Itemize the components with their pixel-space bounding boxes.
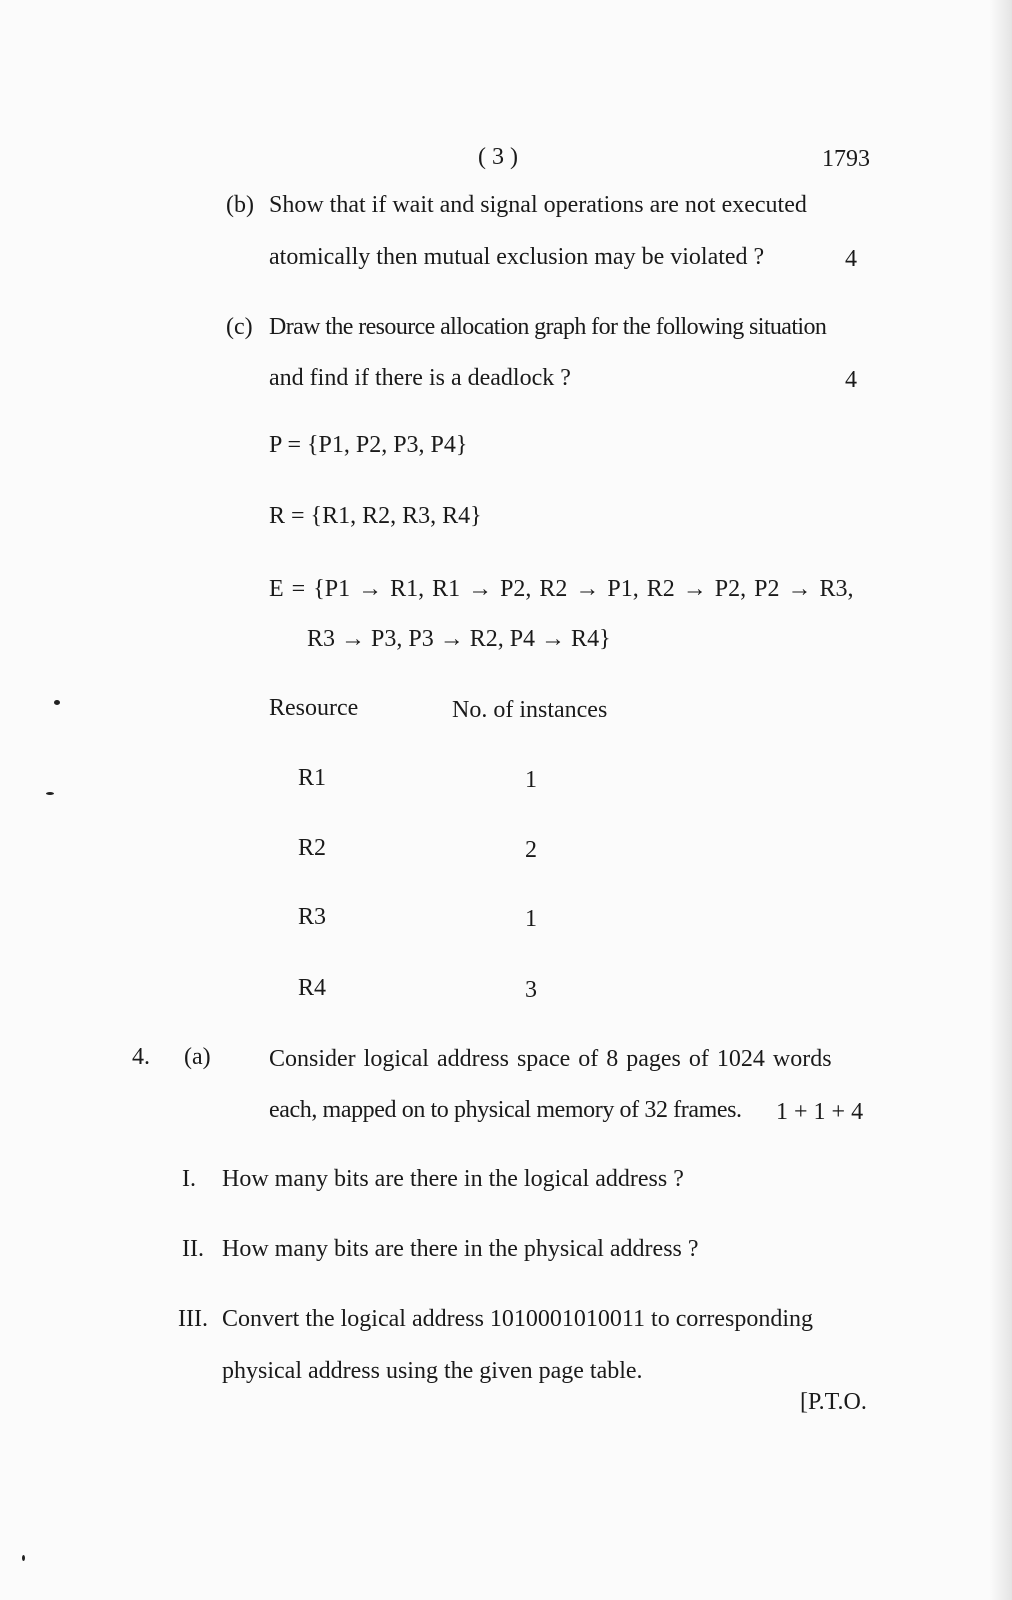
edge-set-line1: E = {P1 → R1, R1 → P2, R2 → P1, R2 → P2, P2 → R3,: [269, 576, 854, 602]
edge-set-line2: R3 → P3, P3 → R2, P4 → R4}: [307, 626, 611, 652]
q3c-marks: 4: [845, 367, 857, 393]
q4a-label: (a): [184, 1044, 211, 1070]
q3b-label: (b): [226, 192, 254, 218]
q4a-line2: each, mapped on to physical memory of 32 frames.: [269, 1097, 742, 1123]
scan-edge-shadow: [990, 0, 1012, 1600]
page-number: ( 3 ): [478, 144, 518, 170]
subq-number: II.: [182, 1236, 204, 1262]
table-cell-resource: R4: [298, 975, 327, 1001]
pto: [P.T.O.: [800, 1389, 867, 1415]
scan-speck: [54, 700, 60, 705]
table-cell-instances: 1: [525, 906, 537, 932]
table-header-instances: No. of instances: [452, 697, 608, 723]
resource-set: R = {R1, R2, R3, R4}: [269, 503, 482, 529]
table-cell-resource: R1: [298, 765, 327, 791]
q3c-line1: Draw the resource allocation graph for the following situation: [269, 314, 827, 340]
subq-number: I.: [182, 1166, 196, 1192]
process-set: P = {P1, P2, P3, P4}: [269, 432, 468, 458]
table-cell-resource: R2: [298, 835, 327, 861]
q3b-marks: 4: [845, 246, 857, 272]
table-cell-instances: 1: [525, 767, 537, 793]
subq-text: How many bits are there in the physical address ?: [222, 1236, 699, 1262]
q4a-marks: 1 + 1 + 4: [776, 1099, 864, 1125]
scan-speck: [46, 792, 54, 795]
table-cell-instances: 3: [525, 977, 537, 1003]
q3c-label: (c): [226, 314, 253, 340]
q4-number: 4.: [132, 1044, 150, 1070]
q3b-line1: Show that if wait and signal operations are not executed: [269, 192, 807, 218]
subq-text-cont: physical address using the given page table.: [222, 1358, 643, 1384]
q3c-line2: and find if there is a deadlock ?: [269, 365, 571, 391]
table-cell-instances: 2: [525, 837, 537, 863]
paper-code: 1793: [822, 146, 870, 172]
q4a-line1: Consider logical address space of 8 pages of 1024 words: [269, 1046, 832, 1072]
table-header-resource: Resource: [269, 695, 359, 721]
subq-text: How many bits are there in the logical address ?: [222, 1166, 684, 1192]
table-cell-resource: R3: [298, 904, 327, 930]
scan-speck: [22, 1555, 25, 1561]
q3b-line2: atomically then mutual exclusion may be violated ?: [269, 244, 765, 270]
subq-text: Convert the logical address 1010001010011 to corresponding: [222, 1306, 813, 1332]
subq-number: III.: [178, 1306, 208, 1332]
